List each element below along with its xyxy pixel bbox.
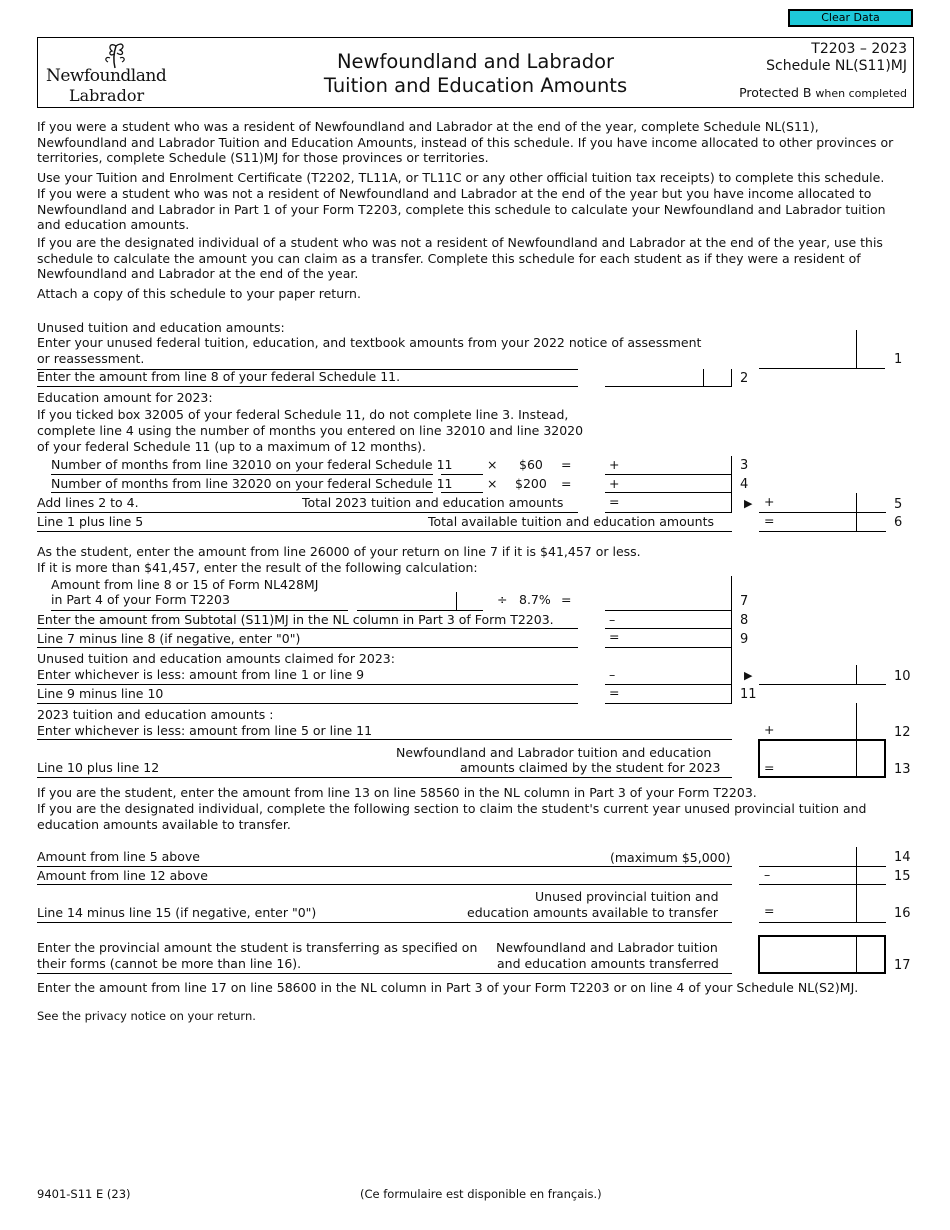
line-number-4: 4 [740, 477, 749, 492]
line-7-income-field[interactable] [357, 610, 483, 611]
line-13-label: Line 10 plus line 12 [37, 760, 160, 775]
line-8-label: Enter the amount from Subtotal (S11)MJ in the NL column in Part 3 of Form T2203. [37, 612, 554, 627]
line-10-label: Enter whichever is less: amount from line 1 or line 9 [37, 667, 365, 682]
logo-text-newfoundland: Newfoundland [46, 66, 167, 86]
line-12-label: Enter whichever is less: amount from line 5 or line 11 [37, 723, 373, 738]
unused-heading: Unused tuition and education amounts: [37, 320, 285, 335]
arrow-right-icon: ▶ [744, 669, 753, 682]
line-number-2: 2 [740, 371, 749, 386]
line-6-label: Line 1 plus line 5 [37, 514, 144, 529]
line-11-label: Line 9 minus line 10 [37, 686, 164, 701]
line-number-11: 11 [740, 687, 757, 702]
line-number-3: 3 [740, 458, 749, 473]
line-4-months-field[interactable] [441, 492, 483, 493]
line-13-total-label: Newfoundland and Labrador tuition and education [396, 745, 712, 760]
line-7-label: Amount from line 8 or 15 of Form NL428MJ [51, 577, 319, 592]
line-17-label: Enter the provincial amount the student is transferring as specified on [37, 940, 478, 955]
line-3-label: Number of months from line 32010 on your federal Schedule 11 [51, 457, 453, 472]
line-9-label: Line 7 minus line 8 (if negative, enter "0") [37, 631, 301, 646]
line-number-16: 16 [894, 906, 911, 921]
form-code: 9401-S11 E (23) [37, 1187, 131, 1201]
intro-paragraph-2: Use your Tuition and Enrolment Certificate (T2202, TL11A, or TL11C or any other official tuition tax receipts) to complete this schedule. [37, 170, 885, 185]
student-instruction: As the student, enter the amount from line 26000 of your return on line 7 if it is $41,457 or less. [37, 544, 641, 559]
line-16-label: Line 14 minus line 15 (if negative, enter "0") [37, 905, 317, 920]
french-availability-note: (Ce formulaire est disponible en français.) [360, 1187, 602, 1201]
privacy-notice: See the privacy notice on your return. [37, 1009, 256, 1023]
line-4-field[interactable] [605, 492, 732, 493]
intro-paragraph-3: If you were a student who was not a resident of Newfoundland and Labrador at the end of the year but you have income allocated to Newfoundland and Labrador in Part 1 of your Form T2203, complete this schedule to calculate your Newfoundland and Labrador tuition and education amounts. [37, 186, 886, 232]
line-number-17: 17 [894, 958, 911, 973]
nl-government-logo [46, 42, 174, 104]
intro-paragraph-5: Attach a copy of this schedule to your paper return. [37, 286, 361, 301]
line-number-1: 1 [894, 352, 903, 367]
logo-text-labrador: Labrador [69, 86, 145, 105]
line-11-field[interactable] [605, 703, 732, 704]
line-13-field[interactable] [758, 739, 886, 778]
line-16-field[interactable] [759, 922, 886, 923]
line-10-subtotal-field[interactable] [605, 684, 732, 685]
line-1-field[interactable] [856, 330, 857, 368]
line-1-label: Enter your unused federal tuition, education, and textbook amounts from your 2022 notice of assessment [37, 335, 702, 350]
line-number-5: 5 [894, 497, 903, 512]
line-number-9: 9 [740, 632, 749, 647]
line-number-10: 10 [894, 669, 911, 684]
protected-label: Protected B when completed [739, 85, 907, 100]
line-1-label-cont: or reassessment. [37, 351, 145, 366]
clear-data-button[interactable]: Clear Data [788, 9, 913, 27]
line-7-field[interactable] [605, 610, 732, 611]
line-2-label: Enter the amount from line 8 of your federal Schedule 11. [37, 369, 401, 384]
line-15-field[interactable] [759, 884, 886, 885]
line-number-15: 15 [894, 869, 911, 884]
line-17-field[interactable] [758, 935, 886, 974]
line-3-field[interactable] [605, 474, 732, 475]
final-instruction: Enter the amount from line 17 on line 58600 in the NL column in Part 3 of your Form T2203 or on line 4 of your Schedule NL(S2)MJ. [37, 980, 859, 995]
education-heading: Education amount for 2023: [37, 390, 213, 405]
line-4-label: Number of months from line 32020 on your federal Schedule 11 [51, 476, 453, 491]
line-14-label: Amount from line 5 above [37, 849, 200, 864]
line-3-months-field[interactable] [441, 474, 483, 475]
education-note: If you ticked box 32005 of your federal Schedule 11, do not complete line 3. Instead, [37, 407, 569, 422]
line-number-13: 13 [894, 762, 911, 777]
line-8-field[interactable] [605, 628, 732, 629]
form-title: Newfoundland and Labrador Tuition and Education Amounts [323, 50, 628, 97]
line-6-total-label: Total available tuition and education amounts [428, 514, 715, 529]
line-17-total-label: Newfoundland and Labrador tuition [496, 940, 718, 955]
intro-paragraph-1: If you were a student who was a resident of Newfoundland and Labrador at the end of the year, complete Schedule NL(S11), Newfoundland and Labrador Tuition and Education Amounts, instead of this schedule. If you have income allocated to other provinces or territories, complete Schedule (S11)MJ for those provinces or territories. [37, 119, 894, 165]
line-5-field[interactable] [759, 512, 886, 513]
arrow-right-icon: ▶ [744, 497, 753, 510]
line-5-subtotal-field[interactable] [605, 512, 732, 513]
line-5-total-label: Total 2023 tuition and education amounts [302, 495, 564, 510]
line-6-field[interactable] [759, 531, 886, 532]
line-10-field[interactable] [759, 684, 886, 685]
line-number-6: 6 [894, 515, 903, 530]
line-number-14: 14 [894, 850, 911, 865]
intro-paragraph-4: If you are the designated individual of a student who was not a resident of Newfoundland and Labrador at the end of the year, use this schedule to calculate the amount you can claim as a transfer. Complete this schedule for each student as if they were a resident of Newfoundland and Labrador at the end of the year. [37, 235, 883, 281]
form-id: T2203 – 2023 Schedule NL(S11)MJ [766, 41, 907, 74]
transfer-instruction: If you are the student, enter the amount from line 13 on line 58560 in the NL column in Part 3 of your Form T2203. [37, 785, 757, 800]
form-header [37, 37, 914, 108]
line-15-label: Amount from line 12 above [37, 868, 208, 883]
line-number-7: 7 [740, 594, 749, 609]
line-12-heading: 2023 tuition and education amounts : [37, 707, 274, 722]
line-14-field[interactable] [759, 866, 886, 867]
line-2-field[interactable] [605, 386, 732, 387]
line-number-8: 8 [740, 613, 749, 628]
line-9-field[interactable] [605, 647, 732, 648]
line-number-12: 12 [894, 725, 911, 740]
line-5-label: Add lines 2 to 4. [37, 495, 139, 510]
line-16-total-label: Unused provincial tuition and [535, 889, 719, 904]
line-14-max-note: (maximum $5,000) [610, 850, 731, 865]
line-10-heading: Unused tuition and education amounts claimed for 2023: [37, 651, 395, 666]
